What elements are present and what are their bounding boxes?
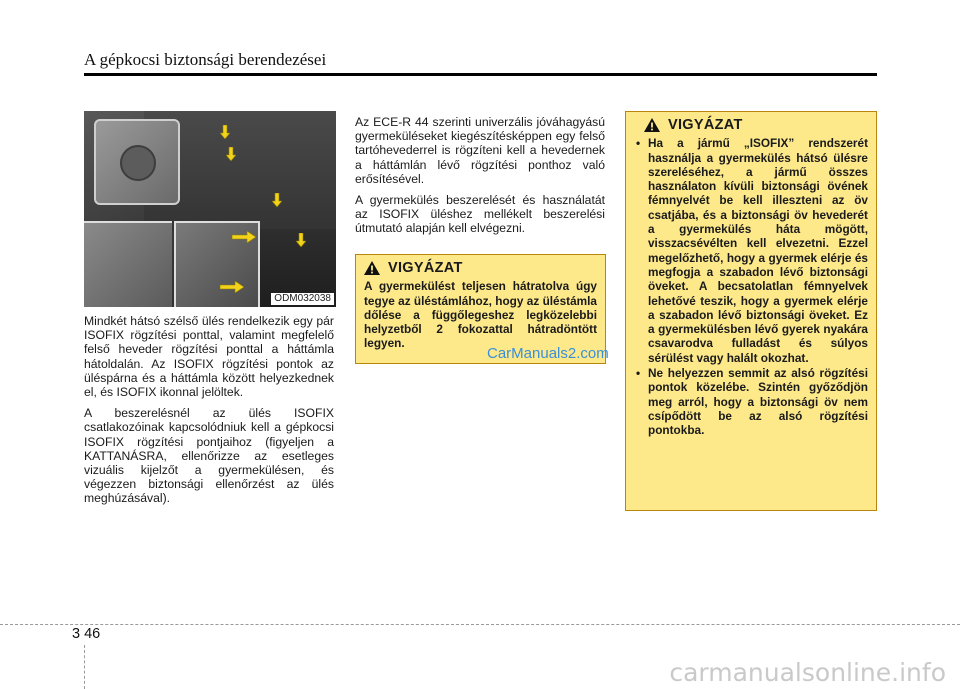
paragraph: Az ECE-R 44 szerinti univerzális jóváhagyású gyermeküléseket kiegészítésképpen egy felső tartóhevederrel is rögzíteni kell a hevedernek a háttámlán lévő rögzítési ponthoz való erősítésével. [355,115,605,186]
caution-list [634,136,868,437]
footer-vertical-divider [84,645,85,689]
site-watermark: carmanualsonline.info [669,658,946,687]
paragraph: A gyermekülés beszerelését és használatát az ISOFIX üléshez mellékelt beszerelési útmutató alapján kell elvégezni. [355,193,605,236]
header-rule [84,73,877,76]
middle-column-text [355,115,605,243]
figure-label: ODM032038 [271,293,334,305]
arrow-down-icon [226,147,236,161]
arrow-down-icon [272,193,282,207]
caution-list-item: • Ne helyezzen semmit az alsó rögzítési pontok közelébe. Szintén győződjön meg arról, hogy a biztonsági öv nem csípődött be az alsó rögzítési pontokba. [648,366,868,437]
caution-list-item: • Ha a jármű „ISOFIX” rendszerét használja a gyermekülés hátsó ülésre szereléséhez, a jármű összes használaton kívüli biztonsági övének fémnyelvét be kell illeszteni az öv csatjába, és a biztonsági öv hevederét a gyermekülés háta mögött, visszacsévélten kell elvezetni. Ezzel megelőzhető, hogy a gyermek elérje és megfogja a szabadon lévő biztonsági öveket. A becsatolatlan fémnyelvek lehetővé teszik, hogy a gyermek elérje a szabadon lévő biztonsági öveket. Ez a gyermekülésben lévő gyerek nyakára csavarodva fulladást és súlyos sérülést vagy halált okozhat. [648,136,868,365]
chapter-number: 3 [72,626,81,642]
caution-title: VIGYÁZAT [668,117,743,133]
caution-text: A gyermekülést teljesen hátratolva úgy tegye az üléstámlához, hogy az üléstámla dőlése a függőlegeshez legközelebbi helyzetből 2 fokozattal hátradöntött legyen. [364,279,597,351]
warning-triangle-icon [644,118,660,132]
isofix-photo [84,111,336,307]
isofix-icon-inset [94,119,180,205]
paragraph: A beszerelésnél az ülés ISOFIX csatlakozóinak kapcsolódniuk kell a gépkocsi ISOFIX rögzítési pontjaihoz (figyeljen a KATTANÁSRA, ellenőrizze az esetleges vizuális kijelzőt a gyermekülésen, és végezzen biztonsági ellenőrzést az ülés meghúzásával). [84,406,334,506]
watermark: CarManuals2.com [487,345,609,362]
arrow-down-icon [220,125,230,139]
caution-box-right [625,111,877,511]
arrow-right-icon [220,281,244,293]
arrow-down-icon [296,233,306,247]
page-number-value: 46 [84,626,101,642]
left-column-text [84,314,334,513]
paragraph: Mindkét hátsó szélső ülés rendelkezik egy pár ISOFIX rögzítési ponttal, valamint megfelelő felső heveder rögzítési ponttal a háttámla hátoldalán. Az ISOFIX rögzítési pontok az üléspárna és a háttámla között helyezkednek el, és ISOFIX ikonnal jelöltek. [84,314,334,400]
footer-divider [0,624,960,625]
page-header-title: A gépkocsi biztonsági berendezései [84,50,327,69]
warning-triangle-icon [364,261,380,275]
arrow-right-icon [232,231,256,243]
page-number [72,626,100,642]
caution-title: VIGYÁZAT [388,260,463,276]
anchor-inset-left [84,221,172,307]
